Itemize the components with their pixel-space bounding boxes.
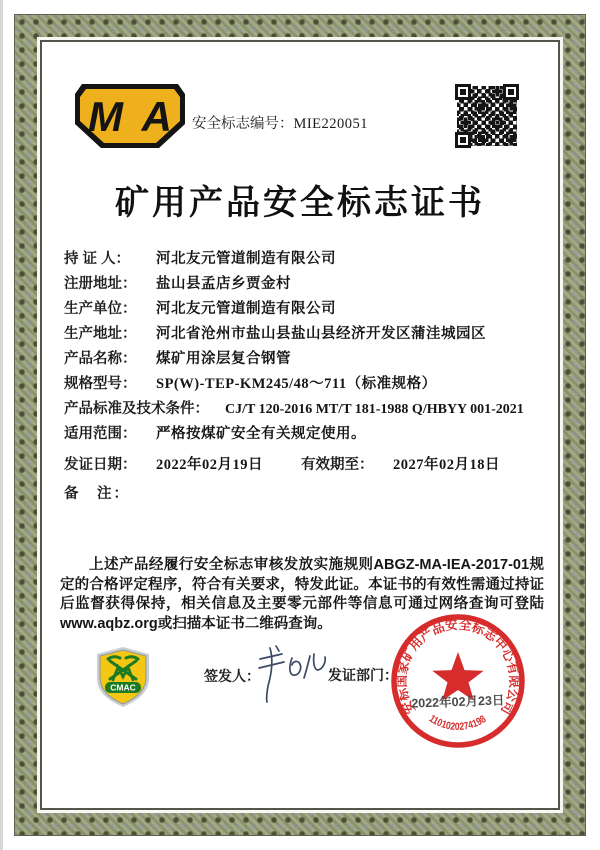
remark-label: 备 注： [64,486,130,502]
field-value: 河北友元管道制造有限公司 [156,301,336,317]
field-row-reg-address [64,272,546,297]
field-row-scope [64,422,546,447]
field-row-manufacturer [64,297,546,322]
field-value: 煤矿用涂层复合钢管 [156,351,291,367]
qr-finder-top-left [455,84,471,100]
field-label: 生产地址： [64,326,137,342]
seal-ring-text: 安标国家矿用产品安全标志中心有限公司 [393,616,523,718]
validity-statement: 上述产品经履行安全标志审核发放实施规则ABGZ-MA-IEA-2017-01规定的合格评定程序，符合有关要求，特发此证。本证书的有效性需通过持证后监督获得保持，相关信息及主要零元部件等信息可通过网络查询可登陆www.aqbz.org或扫描本证书二维码查询。 [60,557,544,632]
qr-code-icon [455,84,519,148]
field-value: 河北省沧州市盐山县盐山县经济开发区蒲洼城园区 [156,326,486,342]
signer-label: 签发人： [204,668,260,684]
qr-finder-top-right [503,84,519,100]
remark-row [64,482,546,507]
field-value: 河北友元管道制造有限公司 [156,251,336,267]
qr-finder-bottom-left [455,132,471,148]
field-row-standards [64,397,546,422]
issue-date-label: 发证日期： [64,457,137,473]
field-label: 生产单位： [64,301,137,317]
certificate-title: 矿用产品安全标志证书 [115,184,485,222]
cmac-badge-text: CMAC [110,682,136,693]
valid-until-label: 有效期至： [301,457,374,473]
issuing-dept-label: 发证部门： [328,667,398,683]
date-row [64,453,546,478]
field-value: SP(W)-TEP-KM245/48～711（标准规格） [156,376,437,392]
fields-block [64,247,546,507]
field-value: CJ/T 120-2016 MT/T 181-1988 Q/HBYY 001-2021 [225,402,524,417]
cmac-shield-icon [94,646,152,708]
field-row-prod-address [64,322,546,347]
seal-number-text: 1101020274198 [426,712,490,734]
field-row-holder [64,247,546,272]
cert-number-line [120,112,440,133]
field-label: 产品名称： [64,351,137,367]
seal-date-text: 2022年02月23日 [411,693,505,711]
field-label: 注册地址： [64,276,137,292]
official-seal [383,601,533,761]
cert-number-value: MIE220051 [293,116,369,132]
field-label: 产品标准及技术条件： [64,401,209,417]
field-row-product-name [64,347,546,372]
ma-logo-text: MA [88,93,172,140]
field-label: 适用范围： [64,426,137,442]
field-label: 持 证 人： [64,251,131,267]
field-label: 规格型号： [64,376,137,392]
field-row-model-spec [64,372,546,397]
svg-text:1101020274198 [427,713,489,733]
field-value: 严格按煤矿安全有关规定使用。 [156,426,366,442]
signer-signature [256,642,332,706]
cert-number-label: 安全标志编号： [191,116,294,132]
issue-date-value: 2022年02月19日 [156,457,263,473]
valid-until-value: 2027年02月18日 [393,457,500,473]
field-value: 盐山县孟店乡贾金村 [156,276,291,292]
